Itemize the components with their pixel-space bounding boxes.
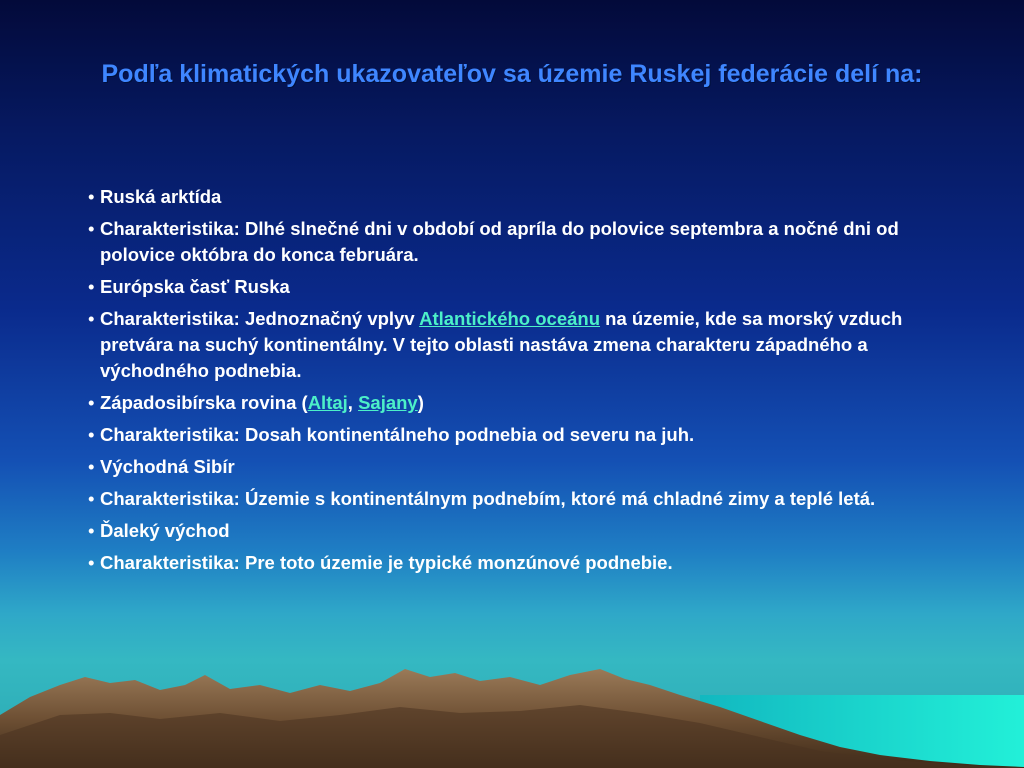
- list-item: [56, 306, 956, 384]
- list-item: [56, 422, 956, 448]
- bullet-icon: •: [88, 424, 95, 445]
- bullet-icon: •: [88, 276, 95, 297]
- characteristic-text: Charakteristika: Územie s kontinentálnym podnebím, ktoré má chladné zimy a teplé letá.: [100, 488, 876, 509]
- bullet-icon: •: [88, 186, 95, 207]
- characteristic-text: Charakteristika: Dlhé slnečné dni v období od apríla do polovice septembra a nočné dni od polovice októbra do konca februára.: [100, 218, 899, 265]
- slide-title: Podľa klimatických ukazovateľov sa územie Ruskej federácie delí na:: [101, 60, 923, 88]
- bullet-icon: •: [88, 520, 95, 541]
- bullet-icon: •: [88, 308, 95, 329]
- region-daleky-vychod: Ďaleký východ: [100, 520, 230, 541]
- sajany-link[interactable]: Sajany: [358, 392, 418, 413]
- characteristic-text: Charakteristika: Dosah kontinentálneho podnebia od severu na juh.: [100, 424, 695, 445]
- list-item: [56, 550, 956, 576]
- list-item: [56, 216, 956, 268]
- bullet-icon: •: [88, 456, 95, 477]
- bullet-icon: •: [88, 392, 95, 413]
- region-zapadosibirska-pre: Západosibírska rovina (: [100, 392, 308, 413]
- separator-text: ,: [347, 392, 359, 413]
- list-item: [56, 454, 956, 480]
- region-vychodna-sibir: Východná Sibír: [100, 456, 235, 477]
- atlantic-ocean-link[interactable]: Atlantického oceánu: [419, 308, 601, 329]
- bullet-icon: •: [88, 552, 95, 573]
- list-item: [56, 518, 956, 544]
- region-europska-cast: Európska časť Ruska: [100, 276, 290, 297]
- characteristic-text: Charakteristika: Pre toto územie je typické monzúnové podnebie.: [100, 552, 673, 573]
- bullet-icon: •: [88, 488, 95, 509]
- altaj-link[interactable]: Altaj: [307, 392, 348, 413]
- list-item: [56, 274, 956, 300]
- list-item: [56, 390, 956, 416]
- mountain-landscape: [0, 655, 1024, 768]
- list-item: [56, 486, 956, 512]
- characteristic-text-pre: Charakteristika: Jednoznačný vplyv: [100, 308, 420, 329]
- region-ruska-arktida: Ruská arktída: [100, 186, 222, 207]
- list-item: [56, 184, 956, 210]
- bullet-list: [56, 184, 956, 582]
- region-zapadosibirska-post: ): [417, 392, 424, 413]
- bullet-icon: •: [88, 218, 95, 239]
- characteristic-text-post: na územie, kde sa morský vzduch pretvára na suchý kontinentálny. V tejto oblasti nastáva zmena charakteru západného a východného podnebia.: [100, 308, 903, 381]
